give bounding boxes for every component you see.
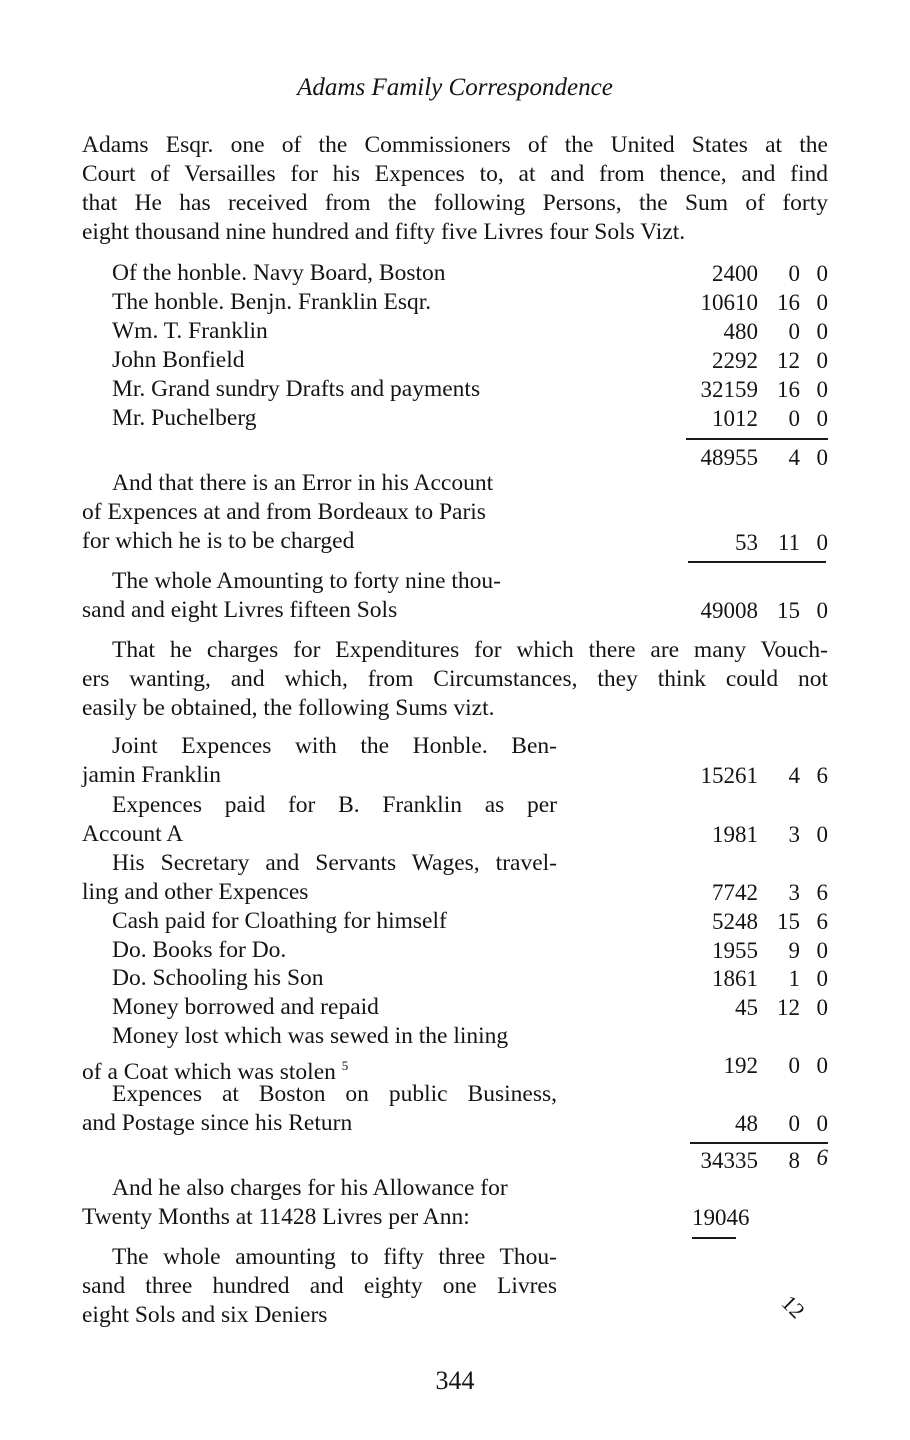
expenditures-total-deniers-handwritten: 6 bbox=[816, 1145, 828, 1170]
error-entry-text bbox=[82, 469, 557, 556]
receipt-deniers: 0 bbox=[816, 377, 828, 402]
allowance-livres-handwritten: 19046 bbox=[692, 1205, 750, 1230]
expenditure-line: Expences paid for B. Franklin as per bbox=[112, 792, 557, 818]
final-amount-text bbox=[82, 1243, 557, 1330]
expenditure-text bbox=[82, 849, 557, 907]
expenditure-line: and Postage since his Return bbox=[82, 1110, 353, 1136]
receipt-label: Mr. Grand sundry Drafts and payments bbox=[112, 376, 481, 402]
error-deniers: 0 bbox=[816, 530, 828, 555]
receipt-sols: 0 bbox=[788, 261, 800, 286]
allowance-text bbox=[82, 1174, 557, 1232]
expenditure-line: Do. Schooling his Son bbox=[112, 965, 324, 991]
whole-deniers: 0 bbox=[816, 598, 828, 623]
receipt-deniers: 0 bbox=[816, 406, 828, 431]
whole-livres: 49008 bbox=[700, 598, 758, 623]
expenditure-sols: 3 bbox=[788, 880, 800, 905]
intro-line: that He has received from the following Persons, the Sum of forty bbox=[82, 190, 828, 216]
receipt-label: Mr. Puchelberg bbox=[112, 405, 257, 431]
expenditure-sols: 0 bbox=[788, 1053, 800, 1078]
receipt-label: John Bonfield bbox=[112, 347, 245, 373]
intro-paragraph bbox=[82, 131, 828, 247]
expenditure-line: Money borrowed and repaid bbox=[112, 994, 379, 1020]
whole-amount-text bbox=[82, 567, 557, 625]
expenditure-sols: 0 bbox=[788, 1111, 800, 1136]
receipt-livres: 480 bbox=[723, 319, 758, 344]
sum-rule bbox=[690, 1142, 828, 1144]
expenditure-line: Account A bbox=[82, 821, 184, 847]
expenditure-line: ling and other Expences bbox=[82, 879, 309, 905]
error-line: And that there is an Error in his Account bbox=[112, 470, 494, 496]
final-line: eight Sols and six Deniers bbox=[82, 1302, 328, 1328]
expenditures-total-sols: 8 bbox=[788, 1148, 800, 1173]
receipt-livres: 2292 bbox=[712, 348, 758, 373]
expenditure-livres: 192 bbox=[723, 1053, 758, 1078]
expenditure-livres: 1955 bbox=[712, 938, 758, 963]
receipt-deniers: 0 bbox=[816, 261, 828, 286]
expenditures-total-livres: 34335 bbox=[700, 1148, 758, 1173]
vouchers-paragraph bbox=[82, 636, 828, 723]
receipt-livres: 2400 bbox=[712, 261, 758, 286]
receipt-label: Of the honble. Navy Board, Boston bbox=[112, 260, 446, 286]
expenditure-livres: 45 bbox=[735, 995, 758, 1020]
expenditure-text bbox=[82, 1080, 557, 1138]
expenditure-line: Do. Books for Do. bbox=[112, 937, 287, 963]
receipt-deniers: 0 bbox=[816, 290, 828, 315]
expenditure-line: jamin Franklin bbox=[82, 762, 222, 788]
whole-line: The whole Amounting to forty nine thou- bbox=[112, 568, 502, 594]
expenditure-deniers: 0 bbox=[816, 995, 828, 1020]
running-title: Adams Family Correspondence bbox=[297, 74, 613, 101]
expenditure-livres: 5248 bbox=[712, 909, 758, 934]
error-sols: 11 bbox=[777, 530, 800, 555]
expenditure-livres: 48 bbox=[735, 1111, 758, 1136]
receipt-livres: 32159 bbox=[700, 377, 758, 402]
expenditure-text bbox=[82, 791, 557, 849]
expenditure-livres: 1981 bbox=[712, 822, 758, 847]
expenditure-sols: 1 bbox=[788, 966, 800, 991]
page-number: 344 bbox=[435, 1366, 475, 1395]
receipt-livres: 10610 bbox=[700, 290, 758, 315]
rotated-handwritten-value: 12 bbox=[776, 1290, 810, 1324]
footnote-marker[interactable]: 5 bbox=[341, 1058, 349, 1073]
final-line: The whole amounting to fifty three Thou- bbox=[112, 1244, 557, 1270]
error-line: for which he is to be charged bbox=[82, 528, 355, 554]
expenditure-livres: 7742 bbox=[712, 880, 758, 905]
expenditure-sols: 15 bbox=[777, 909, 800, 934]
expenditure-text bbox=[82, 1022, 557, 1087]
error-line: of Expences at and from Bordeaux to Paris bbox=[82, 499, 486, 525]
receipts-total-livres: 48955 bbox=[700, 445, 758, 470]
final-line: sand three hundred and eighty one Livres bbox=[82, 1273, 557, 1299]
expenditure-livres: 15261 bbox=[700, 763, 758, 788]
error-livres: 53 bbox=[735, 530, 758, 555]
intro-line: Court of Versailles for his Expences to, at and from thence, and find bbox=[82, 161, 828, 187]
expenditure-deniers: 6 bbox=[816, 909, 828, 934]
expenditure-line: Money lost which was sewed in the lining bbox=[112, 1023, 509, 1049]
expenditure-line: Joint Expences with the Honble. Ben- bbox=[112, 733, 557, 759]
allowance-line: Twenty Months at 11428 Livres per Ann: bbox=[82, 1204, 470, 1230]
expenditure-deniers: 6 bbox=[816, 880, 828, 905]
receipt-deniers: 0 bbox=[816, 348, 828, 373]
receipt-sols: 0 bbox=[788, 319, 800, 344]
intro-line: Adams Esqr. one of the Commissioners of the United States at the bbox=[82, 132, 828, 158]
sum-rule bbox=[688, 561, 826, 563]
receipts-total-sols: 4 bbox=[788, 445, 800, 470]
expenditure-sols: 3 bbox=[788, 822, 800, 847]
expenditure-line: His Secretary and Servants Wages, travel- bbox=[112, 850, 557, 876]
receipt-deniers: 0 bbox=[816, 319, 828, 344]
receipt-label: Wm. T. Franklin bbox=[112, 318, 268, 344]
receipt-livres: 1012 bbox=[712, 406, 758, 431]
receipt-label: The honble. Benjn. Franklin Esqr. bbox=[112, 289, 432, 315]
whole-sols: 15 bbox=[777, 598, 800, 623]
receipt-sols: 12 bbox=[777, 348, 800, 373]
receipt-sols: 16 bbox=[777, 377, 800, 402]
vouchers-line: easily be obtained, the following Sums vizt. bbox=[82, 695, 495, 721]
expenditure-deniers: 6 bbox=[816, 763, 828, 788]
expenditure-sols: 4 bbox=[788, 763, 800, 788]
allowance-line: And he also charges for his Allowance for bbox=[112, 1175, 508, 1201]
whole-line: sand and eight Livres fifteen Sols bbox=[82, 597, 398, 623]
vouchers-line: That he charges for Expenditures for which there are many Vouch- bbox=[112, 637, 828, 663]
expenditure-deniers: 0 bbox=[816, 938, 828, 963]
expenditure-deniers: 0 bbox=[816, 966, 828, 991]
receipt-sols: 16 bbox=[777, 290, 800, 315]
intro-line: eight thousand nine hundred and fifty five Livres four Sols Vizt. bbox=[82, 219, 686, 245]
expenditure-livres: 1861 bbox=[712, 966, 758, 991]
sum-rule bbox=[686, 438, 828, 440]
expenditure-line-text: of a Coat which was stolen bbox=[82, 1058, 336, 1085]
expenditure-line: Cash paid for Cloathing for himself bbox=[112, 908, 447, 934]
allowance-underline bbox=[692, 1237, 736, 1239]
expenditure-line: Expences at Boston on public Business, bbox=[112, 1081, 557, 1107]
expenditure-deniers: 0 bbox=[816, 1111, 828, 1136]
receipts-total-deniers: 0 bbox=[816, 445, 828, 470]
receipt-sols: 0 bbox=[788, 406, 800, 431]
expenditure-deniers: 0 bbox=[816, 1053, 828, 1078]
expenditure-text bbox=[82, 732, 557, 790]
expenditure-deniers: 0 bbox=[816, 822, 828, 847]
vouchers-line: ers wanting, and which, from Circumstances, they think could not bbox=[82, 666, 828, 692]
expenditure-sols: 12 bbox=[777, 995, 800, 1020]
expenditure-sols: 9 bbox=[788, 938, 800, 963]
